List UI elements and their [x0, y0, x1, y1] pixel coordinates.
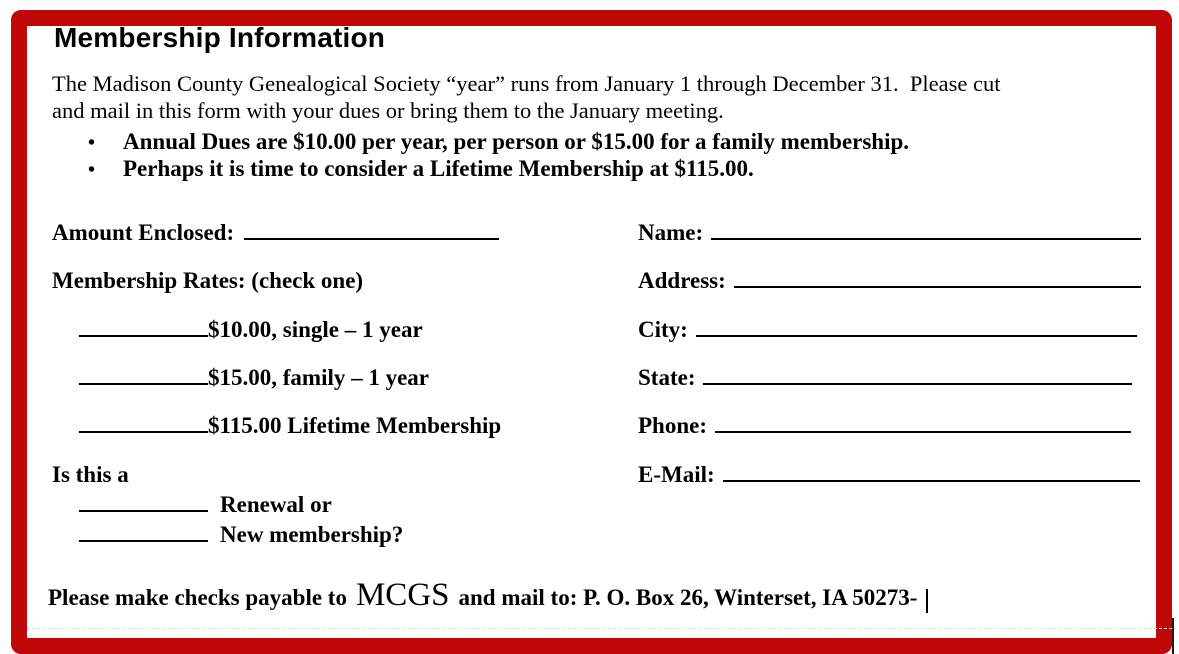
rate-single-check-blank[interactable] [79, 325, 208, 337]
city-field-row [638, 316, 1137, 344]
phone-field-blank[interactable] [715, 421, 1131, 433]
renewal-row [52, 491, 332, 519]
renewal-label: Renewal or [220, 492, 332, 517]
state-label: State: [638, 365, 696, 390]
amount-enclosed-label: Amount Enclosed: [52, 220, 235, 245]
city-label: City: [638, 317, 688, 342]
table-gridline [27, 628, 1172, 629]
checks-payable-line [48, 577, 928, 616]
org-abbreviation: MCGS [355, 577, 450, 613]
address-label: Address: [638, 268, 726, 293]
bullet-icon: • [88, 159, 96, 181]
phone-label: Phone: [638, 413, 707, 438]
intro-line-1: The Madison County Genealogical Society “year” runs from January 1 through December 31. Please cut [52, 71, 1001, 96]
rate-family-check-blank[interactable] [79, 373, 208, 385]
email-label: E-Mail: [638, 462, 715, 487]
rate-option-family-row [52, 364, 429, 392]
email-field-row [638, 461, 1140, 489]
new-membership-label: New membership? [220, 522, 404, 547]
text-cursor-caret [926, 589, 928, 613]
rate-option-single-row [52, 316, 423, 344]
name-field-blank[interactable] [711, 228, 1141, 240]
page-title: Membership Information [54, 22, 386, 53]
intro-paragraph [52, 70, 1152, 124]
city-field-blank[interactable] [696, 325, 1137, 337]
email-field-blank[interactable] [723, 470, 1140, 482]
rate-option-lifetime-row [52, 412, 501, 440]
phone-field-row [638, 412, 1131, 440]
bullet-icon: • [88, 132, 96, 154]
is-this-a-row [52, 461, 129, 489]
is-this-a-label: Is this a [52, 462, 129, 487]
intro-line-2: and mail in this form with your dues or bring them to the January meeting. [52, 98, 724, 123]
new-membership-row [52, 521, 403, 549]
new-membership-check-blank[interactable] [79, 530, 208, 542]
membership-rates-row [52, 267, 363, 295]
rate-lifetime-check-blank[interactable] [79, 421, 208, 433]
renewal-check-blank[interactable] [79, 500, 208, 512]
amount-enclosed-blank[interactable] [244, 228, 499, 240]
bullet-text: Annual Dues are $10.00 per year, per person or $15.00 for a family membership. [123, 129, 910, 154]
state-field-row [638, 364, 1132, 392]
rate-lifetime-label: $115.00 Lifetime Membership [208, 413, 502, 438]
rate-single-label: $10.00, single – 1 year [208, 317, 423, 342]
membership-rates-label: Membership Rates: (check one) [52, 268, 364, 293]
address-field-blank[interactable] [734, 276, 1141, 288]
rate-family-label: $15.00, family – 1 year [208, 365, 430, 390]
address-field-row [638, 267, 1141, 295]
table-edge-tick [1172, 618, 1174, 654]
state-field-blank[interactable] [703, 373, 1132, 385]
amount-enclosed-row [52, 219, 499, 247]
name-field-row [638, 219, 1141, 247]
payable-prefix: Please make checks payable to [48, 585, 347, 610]
name-label: Name: [638, 220, 704, 245]
bullet-item-annual-dues [88, 128, 909, 157]
payable-suffix: and mail to: P. O. Box 26, Winterset, IA 50273- [458, 585, 918, 610]
bullet-text: Perhaps it is time to consider a Lifetime Membership at $115.00. [123, 156, 754, 181]
bullet-item-lifetime [88, 155, 754, 184]
